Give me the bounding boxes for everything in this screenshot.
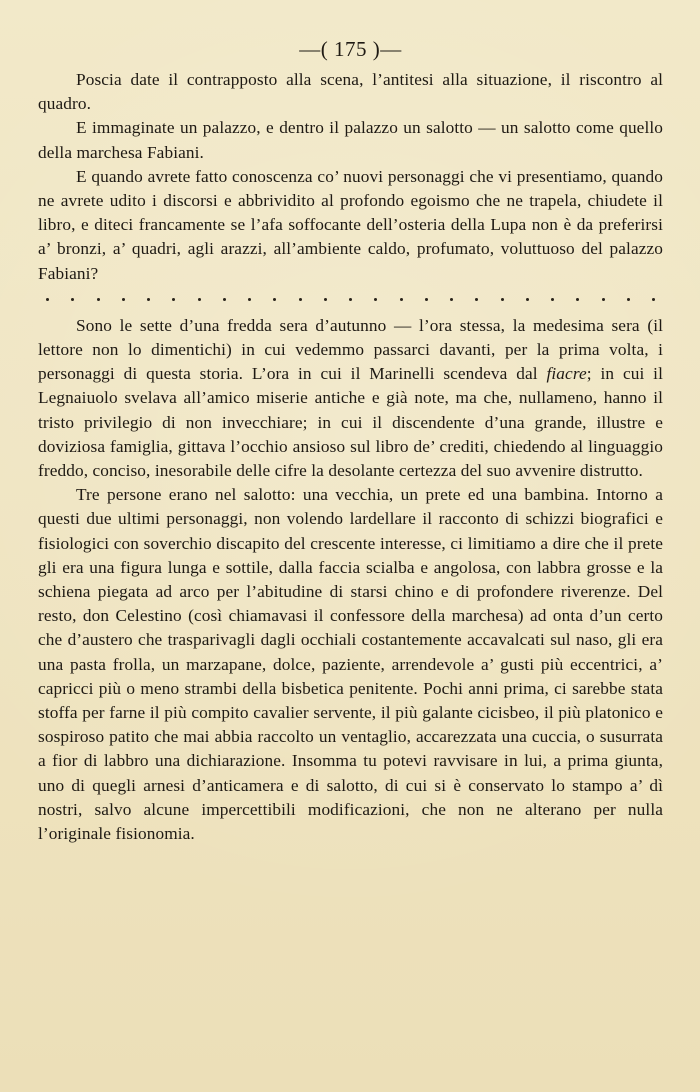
paragraph-4-text-b: ; in cui il Legnaiuolo svelava all’amico miserie antiche e già note, ma che, nullameno, hanno il tristo privilegio di non invecchiare; in cui il discendente d’una grande, illustre e doviziosa famiglia, gittava l’occhio ansioso sul libro de’ crediti, chiedendo al linguaggio freddo, conciso, inesorabile delle cifre la desolante certezza del suo avvenire distrutto. bbox=[38, 364, 663, 481]
separator-dot bbox=[526, 298, 529, 301]
separator-dot bbox=[122, 298, 125, 301]
separator-dot bbox=[450, 298, 453, 301]
separator-dot bbox=[475, 298, 478, 301]
separator-dot bbox=[374, 298, 377, 301]
separator-dot bbox=[425, 298, 428, 301]
separator-dot bbox=[652, 298, 655, 301]
separator-dot bbox=[324, 298, 327, 301]
separator-dot bbox=[349, 298, 352, 301]
separator-dot bbox=[147, 298, 150, 301]
paragraph-3: E quando avrete fatto conoscenza co’ nuovi personaggi che vi presentiamo, quando ne avrete udito i discorsi e abbrividito al profondo egoismo che ne trapela, chiudete il libro, e diteci francamente se l’afa soffocante dell’osteria della Lupa non è da preferirsi a’ bronzi, a’ quadri, agli arazzi, all’ambiente caldo, profumato, voluttuoso del palazzo Fabiani? bbox=[38, 166, 663, 283]
separator-dot bbox=[223, 298, 226, 301]
paragraph-4-text-a: Sono le sette d’una fredda sera d’autunno — l’ora stessa, la medesima sera (il lettore non lo dimentichi) in cui vedemmo passarci davanti, per la prima volta, i personaggi di questa storia. L’ora in cui il Marinelli scendeva dal bbox=[38, 315, 663, 384]
separator-dot bbox=[198, 298, 201, 301]
paragraph-4 bbox=[38, 314, 663, 483]
separator-dot bbox=[576, 298, 579, 301]
separator-dot bbox=[551, 298, 554, 301]
paragraph-1: Poscia date il contrapposto alla scena, l’antitesi alla situazione, il riscontro al quadro. bbox=[38, 70, 663, 114]
separator-dot bbox=[46, 298, 49, 301]
page-number: —( 175 )— bbox=[299, 37, 402, 61]
separator-dot bbox=[627, 298, 630, 301]
paragraph-2: E immaginate un palazzo, e dentro il palazzo un salotto — un salotto come quello della marchesa Fabiani. bbox=[38, 118, 663, 162]
paragraph-5: Tre persone erano nel salotto: una vecchia, un prete ed una bambina. Intorno a questi due ultimi personaggi, non volendo lardellare il racconto di schizzi biografici e fisiologici con soverchio discapito del crescente interesse, ci limitiamo a dire che il prete gli era una figura lunga e sottile, dalla faccia scialba e angolosa, con labbra grosse e la schiena piegata ad arco per l’abitudine di starsi chino e di profondere riverenze. Del resto, don Celestino (così chiamavasi il confessore della marchesa) ad onta d’un certo che d’austero che trasparivagli dagli occhiali costantemente accavalcati sul naso, gli era una pasta frolla, un marzapane, dolce, paziente, arrendevole a’ gusti più eccentrici, a’ capricci più o meno strambi della bisbetica penitente. Pochi anni prima, ci sarebbe stata stoffa per farne il più compito cavalier servente, il più galante cicisbeo, il più platonico e sospiroso patito che mai abbia raccolto un ventaglio, accarezzata una cuccia, o susurrata a fior di labbro una dichiarazione. Insomma tu potevi ravvisare in lui, a prima giunta, uno di quegli arnesi d’anticamera e di salotto, di cui si è conservato lo stampo a’ dì nostri, salvo alcune impercettibili modificazioni, che non ne alterano per nulla l’originale fisionomia. bbox=[38, 485, 663, 844]
page-text bbox=[38, 68, 663, 846]
separator-dot bbox=[299, 298, 302, 301]
paragraph-4-emphasis: fiacre bbox=[546, 364, 587, 384]
separator-dot bbox=[248, 298, 251, 301]
separator-dot bbox=[501, 298, 504, 301]
separator-dot bbox=[602, 298, 605, 301]
separator-dot bbox=[97, 298, 100, 301]
separator-dot bbox=[71, 298, 74, 301]
dot-separator bbox=[38, 294, 663, 306]
separator-dot bbox=[400, 298, 403, 301]
separator-dot bbox=[273, 298, 276, 301]
separator-dot bbox=[172, 298, 175, 301]
